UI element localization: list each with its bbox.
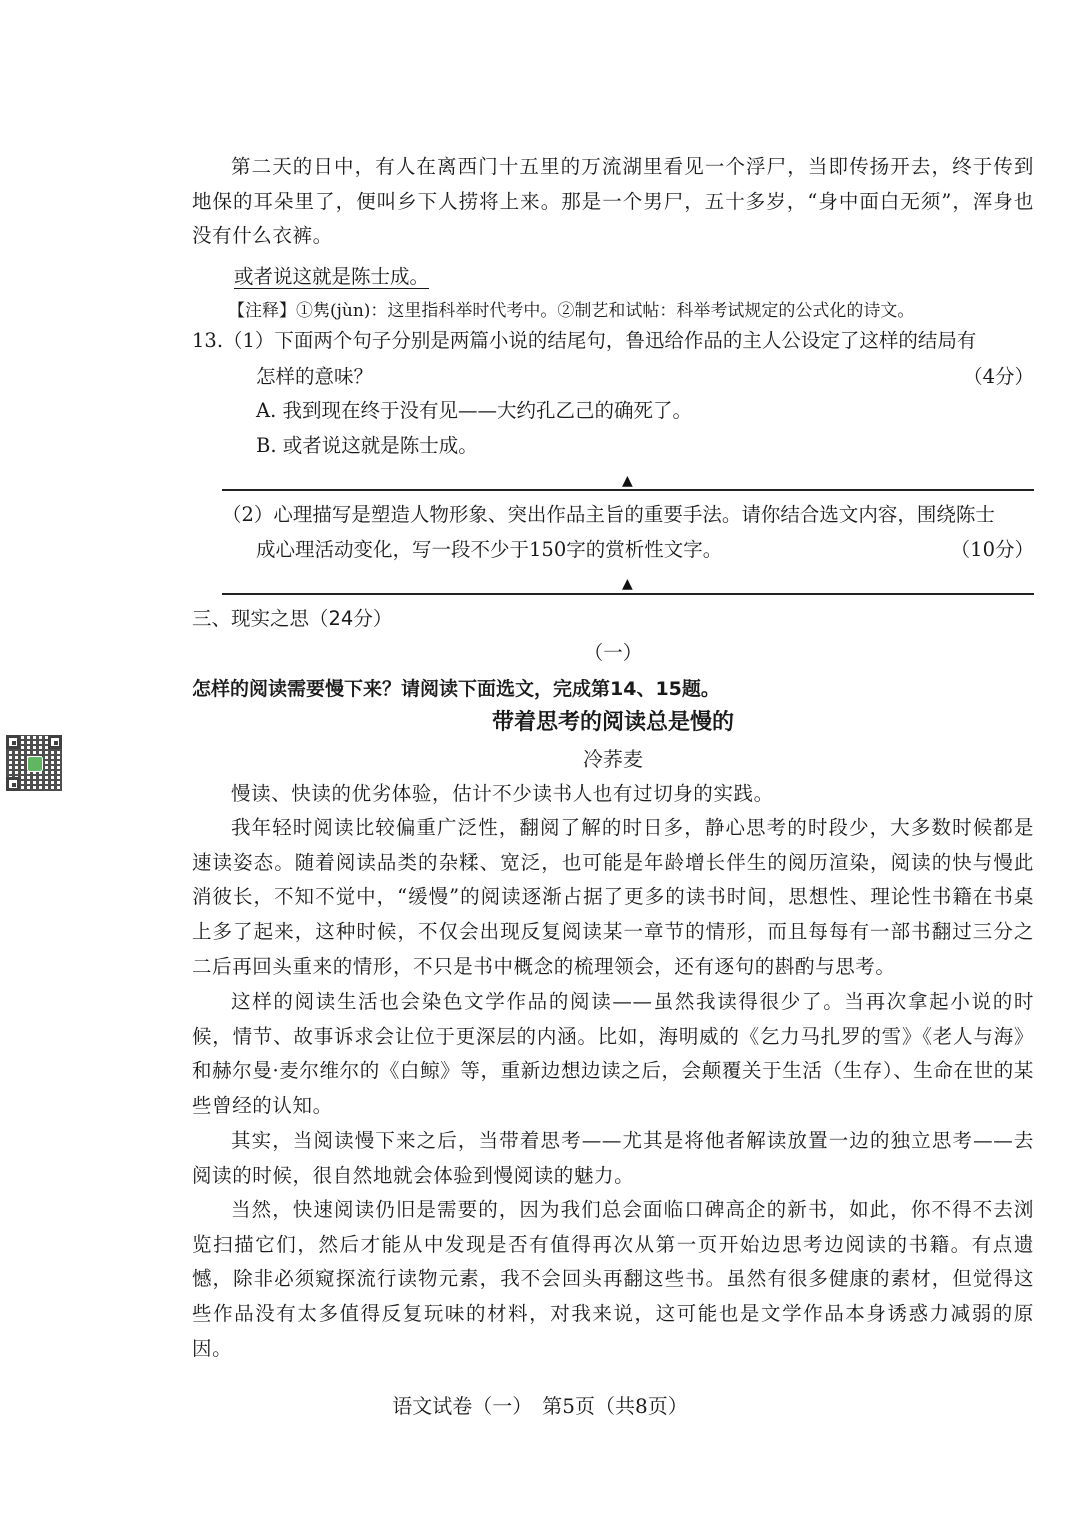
answer-line[interactable] <box>222 489 1034 491</box>
passage-paragraph: 第二天的日中，有人在离西门十五里的万流湖里看见一个浮尸，当即传扬开去，终于传到地保的耳朵里了，便叫乡下人捞将上来。那是一个男尸，五十多岁，“身中面白无须”，浑身也没有什么衣裤。 <box>192 155 1034 248</box>
reading-prompt: 怎样的阅读需要慢下来？请阅读下面选文，完成第14、15题。 <box>192 678 720 700</box>
passage-ending-sentence <box>234 262 429 292</box>
q13-part1-line2: 怎样的意味？ <box>256 365 374 388</box>
article-paragraph: 其实，当阅读慢下来之后，当带着思考——尤其是将他者解读放置一边的独立思考——去阅读的时候，很自然地就会体验到慢阅读的魅力。 <box>192 1129 1034 1187</box>
article-author: 冷荞麦 <box>583 747 643 771</box>
q13-option-b: B. 或者说这就是陈士成。 <box>256 434 478 457</box>
article-paragraph: 我年轻时阅读比较偏重广泛性，翻阅了解的时日多，静心思考的时段少，大多数时候都是速读姿态。随着阅读品类的杂糅、宽泛，也可能是年龄增长伴生的阅历渲染，阅读的快与慢此消彼长，不知不觉中，“缓慢”的阅读逐渐占据了更多的读书时间，思想性、理论性书籍在书桌上多了起来，这种时候，不仅会出现反复阅读某一章节的情形，而且每每有一部书翻过三分之二后再回头重来的情形，不只是书中概念的梳理领会，还有逐句的斟酌与思考。 <box>192 816 1034 978</box>
qr-finder-icon <box>6 777 20 791</box>
qr-finder-icon <box>6 735 20 749</box>
qr-finder-icon <box>48 735 62 749</box>
q13-option-a: A. 我到现在终于没有见——大约孔乙己的确死了。 <box>256 399 692 422</box>
annotation-note: 【注释】①隽(jùn)：这里指科举时代考中。②制艺和试帖：科举考试规定的公式化的诗文。 <box>228 301 915 321</box>
answer-marker-icon: ▲ <box>622 576 633 592</box>
q13-part2-line2: 成心理活动变化，写一段不少于150字的赏析性文字。 <box>256 538 723 561</box>
qr-logo-icon <box>27 756 43 772</box>
q13-part1-line1: 13.（1）下面两个句子分别是两篇小说的结尾句，鲁迅给作品的主人公设定了这样的结局有 <box>192 329 977 352</box>
section-heading: 三、现实之思（24分） <box>192 607 393 630</box>
answer-marker-icon: ▲ <box>622 473 633 489</box>
underlined-sentence: 或者说这就是陈士成。 <box>234 265 430 288</box>
page-footer: 语文试卷（一） 第5页（共8页） <box>392 1394 688 1418</box>
q13-part1-score: （4分） <box>963 365 1034 388</box>
article-paragraph: 慢读、快读的优劣体验，估计不少读书人也有过切身的实践。 <box>231 782 774 805</box>
article-paragraph: 当然，快速阅读仍旧是需要的，因为我们总会面临口碑高企的新书，如此，你不得不去浏览扫描它们，然后才能从中发现是否有值得再次从第一页开始边思考边阅读的书籍。有点遗憾，除非必须窥探流行读物元素，我不会回头再翻这些书。虽然有很多健康的素材，但觉得这些作品没有太多值得反复玩味的材料，对我来说，这可能也是文学作品本身诱惑力减弱的原因。 <box>192 1198 1034 1360</box>
article-title: 带着思考的阅读总是慢的 <box>491 710 734 735</box>
qr-code-icon[interactable] <box>6 735 62 791</box>
q13-part2-line1: （2）心理描写是塑造人物形象、突出作品主旨的重要手法。请你结合选文内容，围绕陈士 <box>222 503 995 526</box>
subsection-number: （一） <box>583 641 643 664</box>
answer-line[interactable] <box>222 593 1034 595</box>
q13-part2-score: （10分） <box>950 538 1034 561</box>
article-paragraph: 这样的阅读生活也会染色文学作品的阅读——虽然我读得很少了。当再次拿起小说的时候，情节、故事诉求会让位于更深层的内涵。比如，海明威的《乞力马扎罗的雪》《老人与海》和赫尔曼·麦尔维尔的《白鲸》等，重新边想边读之后，会颠覆关于生活（生存）、生命在世的某些曾经的认知。 <box>192 990 1034 1118</box>
